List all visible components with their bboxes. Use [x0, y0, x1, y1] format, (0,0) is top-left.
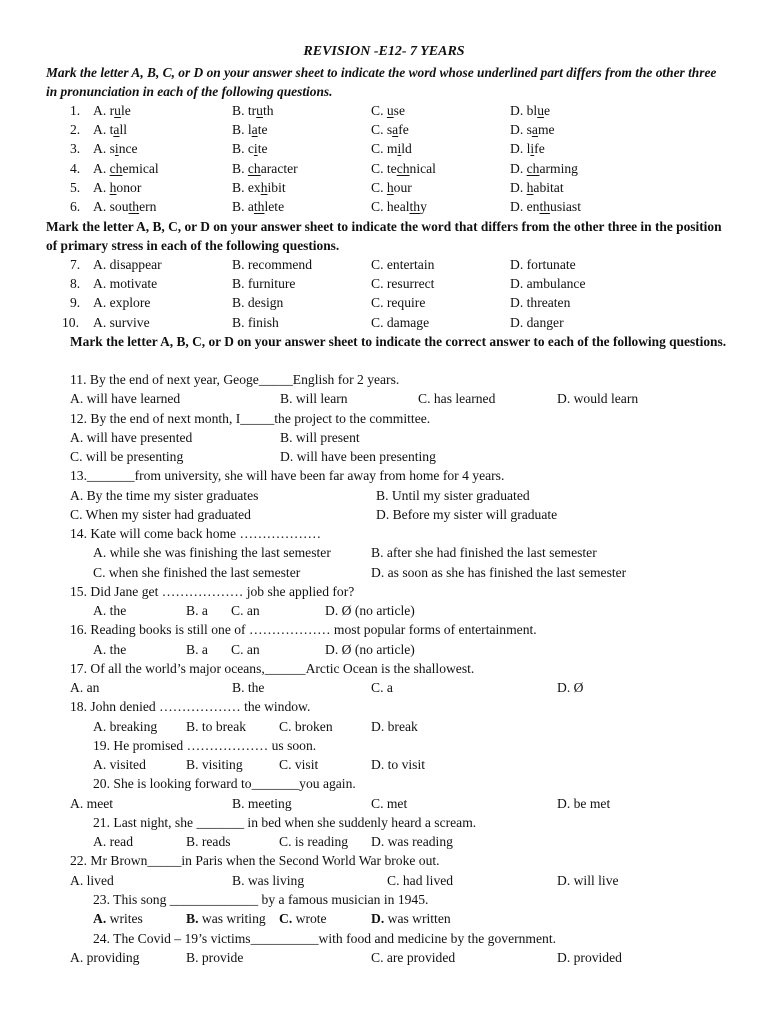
question-6 — [0, 197, 768, 216]
page-title: REVISION -E12- 7 YEARS — [303, 44, 465, 59]
question-2 — [0, 120, 768, 139]
option-a: A. motivate — [93, 276, 158, 292]
option-d: D. life — [510, 141, 545, 157]
section-3-instruction: Mark the letter A, B, C, or D on your answer sheet to indicate the correct answer to each of the following questions. — [70, 334, 727, 349]
option-d: D. as soon as she has finished the last semester — [371, 565, 627, 580]
option-a: A. lived — [70, 873, 114, 888]
question-11: 11. By the end of next year, Geoge_____English for 2 years. — [70, 372, 400, 387]
question-12-options-1 — [70, 428, 730, 447]
option-c: C. an — [231, 642, 260, 657]
question-11-options — [70, 389, 730, 408]
question-13: 13._______from university, she will have been far away from home for 4 years. — [70, 468, 505, 483]
option-c: C. when she finished the last semester — [93, 565, 301, 580]
question-20: 20. She is looking forward to_______you again. — [93, 776, 356, 791]
question-15: 15. Did Jane get ……………… job she applied for? — [70, 584, 355, 599]
question-24-options — [70, 948, 730, 967]
option-a: A. while she was finishing the last semester — [93, 545, 331, 560]
underlined-part: th — [409, 199, 421, 214]
option-d: D. ambulance — [510, 276, 586, 292]
option-b: B. athlete — [232, 199, 285, 214]
question-12-options-2 — [70, 447, 730, 466]
option-a: A. survive — [93, 314, 150, 330]
option-c: C. damage — [371, 314, 430, 330]
question-number: 4. — [70, 160, 81, 176]
question-9 — [0, 293, 768, 312]
question-number: 9. — [70, 295, 81, 311]
question-23-options — [93, 909, 693, 928]
option-a: A. will have learned — [70, 391, 181, 406]
question-13-options-1 — [70, 486, 730, 505]
option-c: C. is reading — [279, 834, 349, 849]
option-c: C. met — [371, 796, 408, 811]
question-14-options-2 — [93, 563, 733, 582]
option-a: A. providing — [70, 950, 140, 965]
option-c: C. had lived — [387, 873, 454, 888]
option-c: C. resurrect — [371, 276, 435, 292]
option-d: D. Ø (no article) — [325, 642, 415, 657]
option-d: D. will have been presenting — [280, 449, 436, 464]
question-number: 10. — [62, 314, 79, 330]
question-8 — [0, 274, 768, 293]
option-c: C. technical — [371, 160, 436, 176]
question-16: 16. Reading books is still one of ……………… most popular forms of entertainment. — [70, 622, 537, 637]
question-21-options — [93, 832, 693, 851]
option-d: D. was reading — [371, 834, 453, 849]
option-c: C. broken — [279, 719, 333, 734]
option-a: A. visited — [93, 757, 146, 772]
underlined-part: i — [253, 141, 258, 157]
option-c: C. When my sister had graduated — [70, 507, 251, 522]
question-22: 22. Mr Brown_____in Paris when the Second World War broke out. — [70, 853, 440, 868]
option-c: C. a — [371, 680, 393, 695]
option-d: D. provided — [557, 950, 622, 965]
option-a: A. read — [93, 834, 134, 849]
question-19: 19. He promised ……………… us soon. — [93, 738, 317, 753]
underlined-part: i — [114, 141, 119, 157]
option-a: A. rule — [93, 103, 131, 118]
option-b: B. was writing — [186, 911, 266, 926]
option-b: B. to break — [186, 719, 247, 734]
question-20-options — [70, 794, 730, 813]
option-c: C. mild — [371, 141, 412, 157]
option-d: D. was written — [371, 911, 451, 926]
option-d: D. be met — [557, 796, 611, 811]
underlined-part: a — [251, 122, 258, 138]
option-a: A. since — [93, 141, 138, 157]
underlined-part: h — [386, 179, 394, 195]
option-b: B. exhibit — [232, 179, 286, 195]
question-17-options — [70, 678, 730, 697]
question-14: 14. Kate will come back home ……………… — [70, 526, 322, 541]
underlined-part: i — [530, 141, 535, 157]
question-number: 2. — [70, 122, 81, 138]
option-b: B. will present — [280, 430, 360, 445]
option-a: A. disappear — [93, 257, 162, 272]
option-b: B. a — [186, 642, 208, 657]
option-d: D. Before my sister will graduate — [376, 507, 558, 522]
option-c: C. will be presenting — [70, 449, 184, 464]
option-c: C. require — [371, 295, 426, 311]
option-b: B. design — [232, 295, 284, 311]
underlined-part: th — [539, 199, 551, 214]
option-a: A. an — [70, 680, 100, 695]
question-number: 5. — [70, 179, 81, 195]
underlined-part: u — [537, 103, 544, 118]
option-c: C. has learned — [418, 391, 496, 406]
question-number: 6. — [70, 199, 81, 214]
option-d: D. same — [510, 122, 555, 138]
option-d: D. fortunate — [510, 257, 576, 272]
question-14-options-1 — [93, 543, 733, 562]
option-a: A. meet — [70, 796, 114, 811]
option-d: D. will live — [557, 873, 619, 888]
option-b: B. recommend — [232, 257, 313, 272]
underlined-part: h — [526, 179, 534, 195]
question-15-options — [93, 601, 693, 620]
option-d: D. blue — [510, 103, 551, 118]
option-d: D. habitat — [510, 179, 564, 195]
option-a: A. explore — [93, 295, 151, 311]
option-a: A. writes — [93, 911, 143, 926]
option-c: C. wrote — [279, 911, 327, 926]
option-a: A. the — [93, 642, 127, 657]
option-a: A. chemical — [93, 160, 159, 176]
option-d: D. to visit — [371, 757, 426, 772]
question-12: 12. By the end of next month, I_____the project to the committee. — [70, 411, 431, 426]
option-c: C. an — [231, 603, 260, 618]
underlined-part: u — [256, 103, 263, 118]
question-number: 3. — [70, 141, 81, 157]
option-a: A. breaking — [93, 719, 158, 734]
option-d: D. Ø (no article) — [325, 603, 415, 618]
option-a: A. southern — [93, 199, 157, 214]
option-b: B. reads — [186, 834, 231, 849]
option-c: C. hour — [371, 179, 412, 195]
option-d: D. threaten — [510, 295, 571, 311]
question-1 — [0, 101, 768, 120]
option-c: C. healthy — [371, 199, 427, 214]
question-24: 24. The Covid – 19’s victims__________with food and medicine by the government. — [93, 931, 557, 946]
option-c: C. use — [371, 103, 405, 118]
question-number: 1. — [70, 103, 81, 118]
option-d: D. would learn — [557, 391, 639, 406]
option-a: A. honor — [93, 179, 142, 195]
option-d: D. danger — [510, 314, 564, 330]
option-c: C. are provided — [371, 950, 456, 965]
option-b: B. a — [186, 603, 208, 618]
option-a: A. By the time my sister graduates — [70, 488, 259, 503]
option-b: B. Until my sister graduated — [376, 488, 530, 503]
option-c: C. visit — [279, 757, 319, 772]
underlined-part: ch — [247, 160, 261, 176]
option-d: D. break — [371, 719, 418, 734]
option-b: B. finish — [232, 314, 279, 330]
option-a: A. will have presented — [70, 430, 193, 445]
underlined-part: h — [109, 179, 117, 195]
question-23: 23. This song _____________ by a famous musician in 1945. — [93, 892, 429, 907]
underlined-part: ch — [109, 160, 123, 176]
question-16-options — [93, 640, 693, 659]
question-10 — [0, 313, 768, 332]
option-b: B. furniture — [232, 276, 296, 292]
option-b: B. visiting — [186, 757, 243, 772]
option-d: D. Ø — [557, 680, 584, 695]
question-21: 21. Last night, she _______ in bed when she suddenly heard a scream. — [93, 815, 477, 830]
option-b: B. will learn — [280, 391, 348, 406]
question-4 — [0, 159, 768, 178]
question-number: 8. — [70, 276, 81, 292]
underlined-part: a — [531, 122, 538, 138]
option-b: B. meeting — [232, 796, 292, 811]
option-b: B. after she had finished the last semester — [371, 545, 597, 560]
question-number: 7. — [70, 257, 81, 272]
option-d: D. charming — [510, 160, 578, 176]
underlined-part: th — [253, 199, 265, 214]
question-22-options — [70, 871, 730, 890]
option-a: A. the — [93, 603, 127, 618]
underlined-part: th — [128, 199, 140, 214]
underlined-part: ch — [396, 160, 410, 176]
option-b: B. was living — [232, 873, 305, 888]
option-a: A. tall — [93, 122, 127, 138]
question-5 — [0, 178, 768, 197]
option-b: B. cite — [232, 141, 268, 157]
underlined-part: h — [260, 179, 268, 195]
underlined-part: u — [386, 103, 394, 118]
option-b: B. character — [232, 160, 298, 176]
underlined-part: u — [114, 103, 121, 118]
option-b: B. truth — [232, 103, 274, 118]
option-b: B. late — [232, 122, 268, 138]
option-c: C. safe — [371, 122, 409, 138]
option-b: B. provide — [186, 950, 244, 965]
section-2-instruction: Mark the letter A, B, C, or D on your answer sheet to indicate the word that differs from the other three in the position of primary stress in each of the following questions. — [46, 219, 722, 253]
question-19-options — [93, 755, 693, 774]
question-18-options — [93, 717, 693, 736]
section-1-instruction: Mark the letter A, B, C, or D on your answer sheet to indicate the word whose underlined part differs from the other three in pronunciation in each of the following questions. — [46, 65, 717, 99]
option-d: D. enthusiast — [510, 199, 581, 214]
question-18: 18. John denied ……………… the window. — [70, 699, 311, 714]
option-c: C. entertain — [371, 257, 435, 272]
question-7 — [0, 255, 768, 274]
question-17: 17. Of all the world’s major oceans,______Arctic Ocean is the shallowest. — [70, 661, 475, 676]
underlined-part: i — [397, 141, 402, 157]
question-13-options-2 — [70, 505, 730, 524]
option-b: B. the — [232, 680, 265, 695]
underlined-part: a — [392, 122, 399, 138]
question-3 — [0, 139, 768, 158]
underlined-part: a — [113, 122, 120, 138]
underlined-part: ch — [526, 160, 540, 176]
